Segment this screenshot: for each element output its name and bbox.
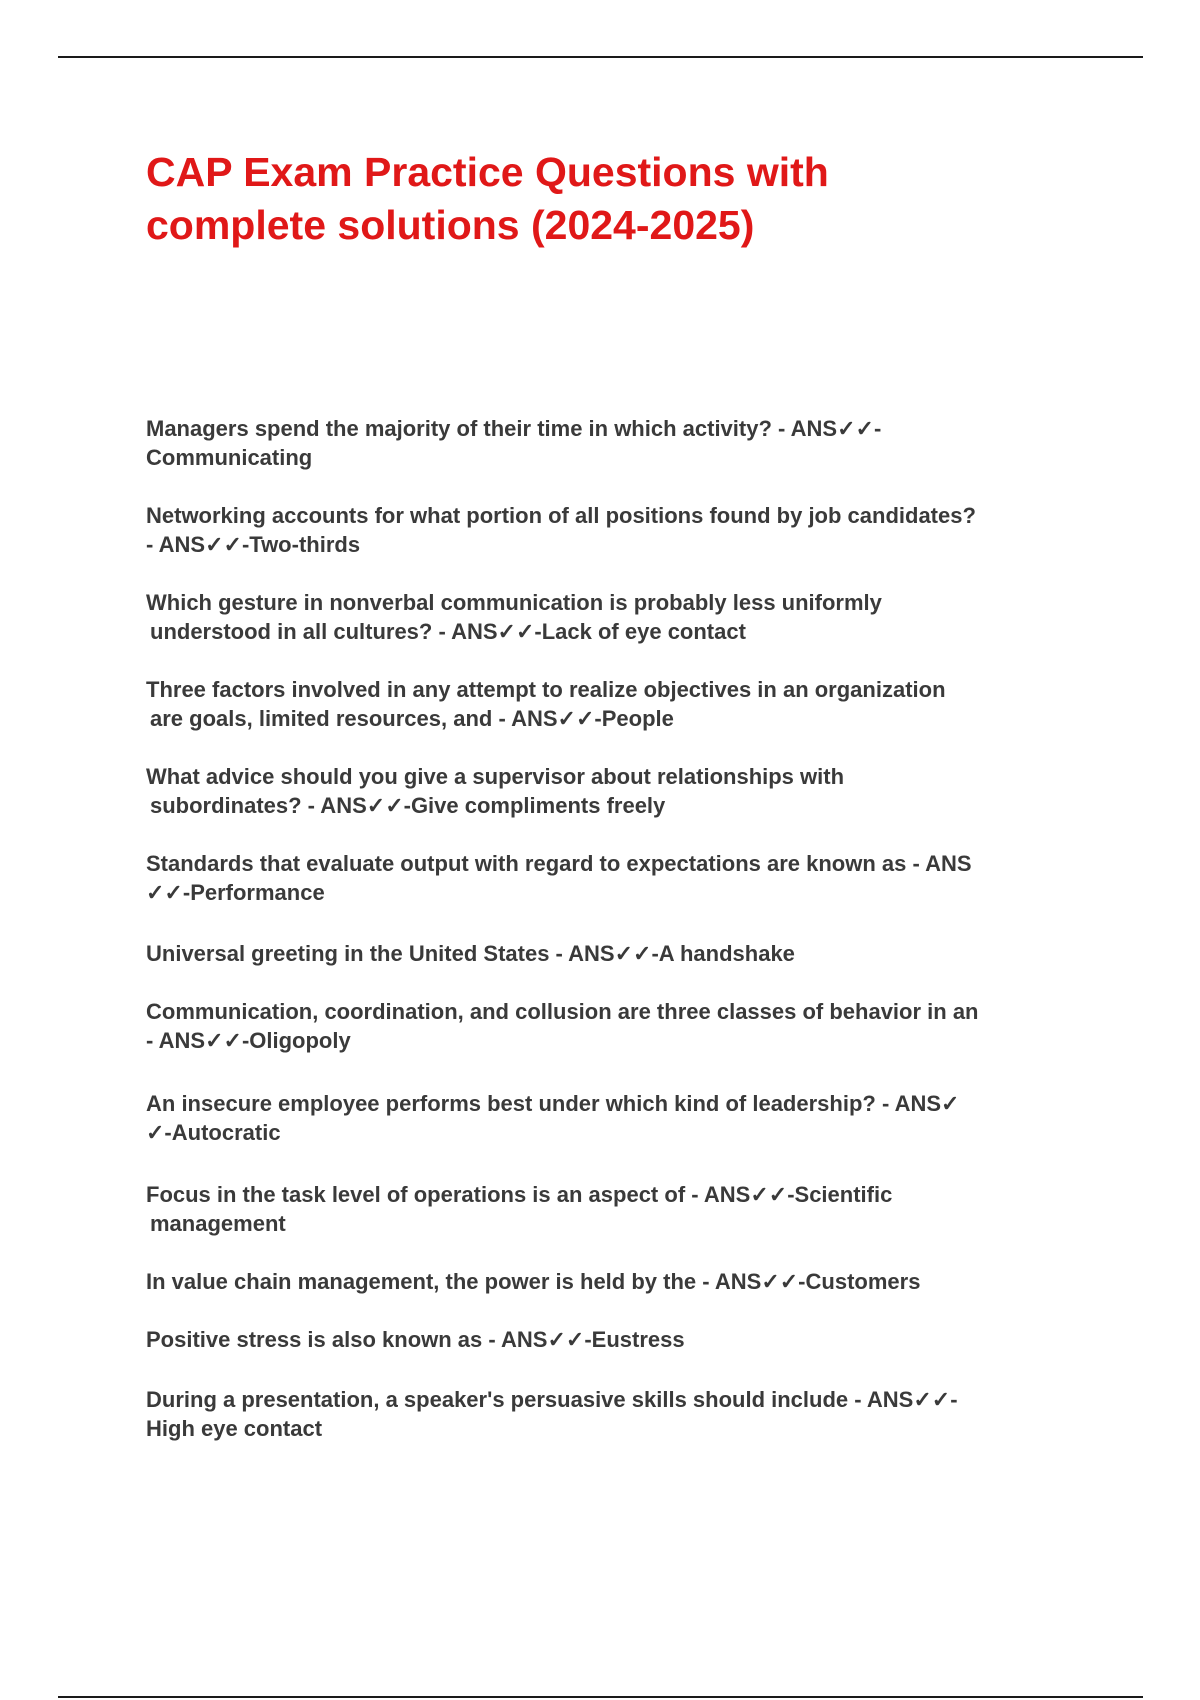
- qa-item: [146, 588, 1086, 646]
- qa-line: Which gesture in nonverbal communication is probably less uniformly: [146, 590, 882, 615]
- qa-line: In value chain management, the power is held by the - ANS✓✓-Customers: [146, 1269, 921, 1294]
- qa-line: High eye contact: [146, 1416, 323, 1441]
- qa-line: Positive stress is also known as - ANS✓✓-Eustress: [146, 1327, 685, 1352]
- qa-line: are goals, limited resources, and - ANS✓✓-People: [150, 706, 674, 731]
- qa-line: subordinates? - ANS✓✓-Give compliments freely: [150, 793, 666, 818]
- qa-line: Focus in the task level of operations is an aspect of - ANS✓✓-Scientific: [146, 1182, 893, 1207]
- qa-item: [146, 675, 1086, 733]
- qa-item: [146, 501, 1086, 559]
- document-title: [146, 146, 1046, 252]
- qa-line: management: [150, 1211, 286, 1236]
- qa-item: [146, 997, 1086, 1055]
- qa-line: During a presentation, a speaker's persuasive skills should include - ANS✓✓-: [146, 1387, 958, 1412]
- title-line-1: CAP Exam Practice Questions with: [146, 149, 829, 195]
- qa-item: [146, 849, 1086, 907]
- qa-line: - ANS✓✓-Two-thirds: [146, 532, 361, 557]
- qa-line: What advice should you give a supervisor about relationships with: [146, 764, 845, 789]
- qa-line: - ANS✓✓-Oligopoly: [146, 1028, 351, 1053]
- title-line-2: complete solutions (2024-2025): [146, 202, 755, 248]
- qa-item: [146, 1180, 1086, 1238]
- qa-line: understood in all cultures? - ANS✓✓-Lack of eye contact: [150, 619, 746, 644]
- qa-line: Communicating: [146, 445, 313, 470]
- qa-item: [146, 414, 1086, 472]
- qa-line: An insecure employee performs best under which kind of leadership? - ANS✓: [146, 1091, 960, 1116]
- qa-line: Networking accounts for what portion of all positions found by job candidates?: [146, 503, 976, 528]
- qa-line: Three factors involved in any attempt to realize objectives in an organization: [146, 677, 946, 702]
- qa-line: Universal greeting in the United States - ANS✓✓-A handshake: [146, 941, 795, 966]
- qa-line: Managers spend the majority of their time in which activity? - ANS✓✓-: [146, 416, 882, 441]
- qa-line: Communication, coordination, and collusion are three classes of behavior in an: [146, 999, 979, 1024]
- qa-item: [146, 939, 1086, 968]
- qa-line: Standards that evaluate output with regard to expectations are known as - ANS: [146, 851, 972, 876]
- qa-item: [146, 1325, 1086, 1354]
- qa-line: ✓-Autocratic: [146, 1120, 281, 1145]
- qa-item: [146, 1089, 1086, 1147]
- top-rule: [58, 56, 1143, 58]
- bottom-rule: [58, 1696, 1143, 1698]
- qa-item: [146, 762, 1086, 820]
- qa-item: [146, 1385, 1086, 1443]
- qa-item: [146, 1267, 1086, 1296]
- qa-line: ✓✓-Performance: [146, 880, 325, 905]
